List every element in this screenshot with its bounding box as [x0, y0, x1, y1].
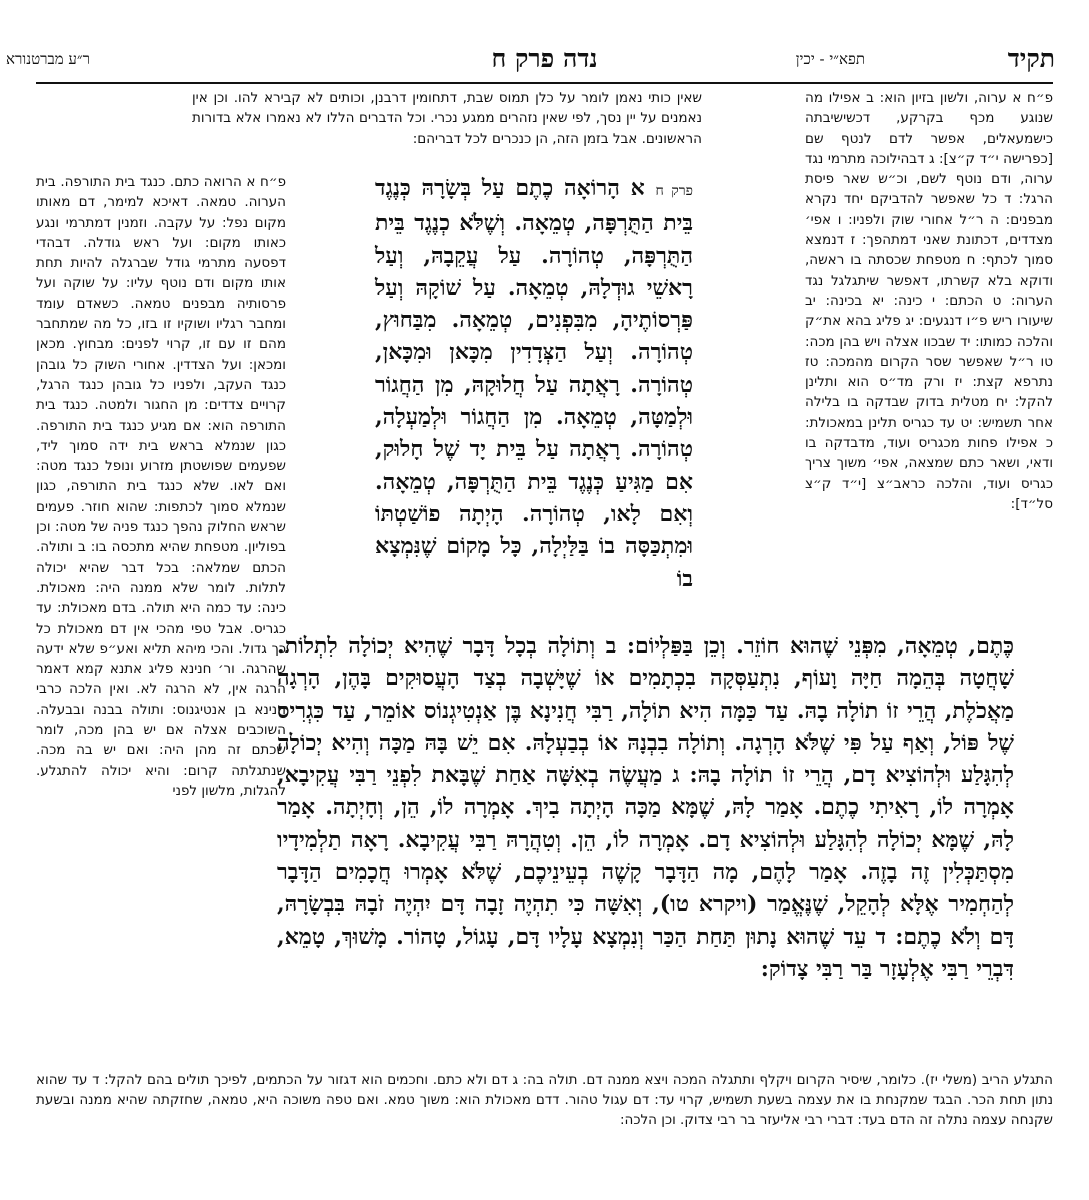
bartenura-top-text: שאין כותי נאמן לומר על כלן תמוס שבת, דתחומין דרבנן, וכותים לא קבירא להו. וכן אין נאמנים על יין נסך, לפי שאין נזהרים ממגע נכרי. וכל הדברים הללו לא נאמרו אלא בדורות הראשונים. אבל בזמן הזה, הן כנכרים לכל דבריהם: — [192, 90, 702, 147]
commentary-name-right: תפא״י - יכין — [795, 50, 865, 68]
tiferet-yisrael-text: פ״ח א ערוה, ולשון בזיון הוא: ב אפילו מה שנוגע מכף בקרקע, דכשישיבתה כישמעאלים, אפשר לדם לנטף שם [כפרישה י״ד ק״צ]: ג דבהילוכה מתרמי נגד ערוה, ודם נוטף לשם, וכ״ש שאר פיסת הרגל: ד כל שאפשר להדביקם יחד נקרא מבפנים: ה ר״ל אחורי שוק ולפניו: ו אפי׳ מצדדים, דכתונת שאני דמתהפך: ז דנמצא סמוך לכתף: ח מטפחת שכסתה בו ראשה, ודוקא בלא קשרתו, דאפשר שיתגלגל נגד הערוה: ט הכתם: י כינה: יא בכינה: יב שיעורו ריש פ״ו דנגעים: יג פליג בהא את״ק והלכה כמותו: יד שבכוו אצלה ויש בהן מכה: טו ר״ל שאפשר שסר הקרום מהמכה: טז נתרפא קצת: יז ורק מד״ס הוא ותלינן להקל: יח מטלית בדוק שבדקה בו בלילה אחר תשמיש: יט עד כגריס תלינן במאכולת: כ אפילו פחות מכגריס ועוד, מדבדקה בו ודאי, ושאר כתם שמצאה, אפי׳ משוך צריך כגריס ועוד, והלכה כראב״צ [י״ד ק״צ סל״ד]: — [805, 90, 1053, 512]
tiferet-yisrael-column — [805, 88, 1053, 628]
commentary-name-left: ר״ע מברטנורא — [6, 50, 90, 68]
page-header — [6, 44, 1055, 84]
mishnah-text-wide: כֶּתֶם, טְמֵאָה, מִפְּנֵי שֶׁהוּא חוֹזֵר. וְכֵן בַּפַּלְיוֹם: ב וְתוֹלָה בְכָל דָּבָר שֶׁהִיא יְכוֹלָה לִתְלוֹת. שָׁחֲטָה בְּהֵמָה חַיָּה וָעוֹף, נִתְעַסְּקָה בִכְתָמִים אוֹ שֶׁיָּשְׁבָה בְצַד הָעֲסוּקִים בָּהֶן, הָרְגָה מַאֲכֹלֶת, הֲרֵי זוֹ תוֹלָה בָהּ. עַד כַּמָּה הִיא תוֹלָה, רַבִּי חֲנִינָא בֶּן אַנְטִיגְנוֹס אוֹמֵר, עַד כִּגְרִיס שֶׁל פּוֹל, וְאַף עַל פִּי שֶׁלֹּא הָרְגָה. וְתוֹלָה בִבְנָהּ אוֹ בְבַעְלָהּ. אִם יֵשׁ בָּהּ מַכָּה וְהִיא יְכוֹלָה לְהִגָּלַע וּלְהוֹצִיא דָם, הֲרֵי זוֹ תוֹלָה בָהּ: ג מַעֲשֶׂה בְאִשָּׁה אַחַת שֶׁבָּאת לִפְנֵי רַבִּי עֲקִיבָא, אָמְרָה לוֹ, רָאִיתִי כֶתֶם. אָמַר לָהּ, שֶׁמָּא מַכָּה הָיְתָה בִיךְ. אָמְרָה לוֹ, הֵן, וְחָיְתָה. אָמַר לָהּ, שֶׁמָּא יְכוֹלָה לְהִגָּלַע וּלְהוֹצִיא דָם. אָמְרָה לוֹ, הֵן. וְטִהֲרָהּ רַבִּי עֲקִיבָא. רָאָה תַלְמִידָיו מִסְתַּכְּלִין זֶה בָזֶה. אָמַר לָהֶם, מָה הַדָּבָר קָשֶׁה בְעֵינֵיכֶם, שֶׁלֹּא אָמְרוּ חֲכָמִים הַדָּבָר לְהַחְמִיר אֶלָּא לְהָקֵל, שֶׁנֶּאֱמַר (ויקרא טו), וְאִשָּׁה כִּי תִהְיֶה זָבָה דָּם יִהְיֶה זֹבָהּ בִּבְשָׂרָהּ, דָּם וְלֹא כֶתֶם: ד עֵד שֶׁהוּא נָתוּן תַּחַת הַכַּר וְנִמְצָא עָלָיו דָּם, עָגוֹל, טָהוֹר. מָשׁוּךְ, טָמֵא, דִּבְרֵי רַבִּי אֶלְעָזָר בַּר רַבִּי צָדוֹק: — [277, 633, 1014, 982]
bartenura-column — [36, 172, 286, 1056]
bartenura-column-text: פ״ח א הרואה כתם. כנגד בית התורפה. בית הערוה. טמאה. דאיכא למימר, דם מאותו מקום נפל: על עקבה. וזמנין דמתרמי ונגע כאותו מקום: ועל ראש גודלה. דבהדי דפסעה מתרמי גודל שברגלה להיות תחת אותו מקום ודם נוטף עליו: על שוקה ועל פרסותיה מבפנים טמאה. כשאדם עומד ומחבר רגליו ושוקיו זו בזו, כל מה שמתחבר מהם זו עם זו, קרוי לפנים: מבחוץ. מכאן ומכאן: ועל הצדדין. אחורי השוק כל גובהן כנגד העקב, ולפניו כל גובהן כנגד הרגל, קרויים צדדים: מן החגור ולמטה. כנגד בית התורפה הוא: אם מגיע כנגד בית התורפה. כגון שנמלא בראש בית ידה סמוך ליד, שפעמים שפושטתן מזרוע ונופל כנגד מטה: ואם לאו. שלא כנגד בית התורפה, כגון שנמלא סמוך לכתפות: שהוא חוזר. פעמים שראש החלוק נהפך כנגד פניה של מטה: וכן בפוליון. מטפחת שהיא מתכסה בו: ב ותולה. הכתם שמלאה: בכל דבר שהיא יכולה לתלות. לומר שלא ממנה היה: מאכולת. כינה: עד כמה היא תולה. בדם מאכולת: עד כגריס. אבל טפי מהכי אין דם מאכולת כל כך גדול. והכי מיהא תליא ואע״פ שלא ידעה שהרגה. ור׳ חנינא פליג אתנא קמא דאמר הרגה אין, לא הרגה לא. ואין הלכה כרבי חנינא בן אנטיגנוס: ותולה בבנה ובבעלה. השוכבים אצלה אם יש בהן מכה, לומר שכתם זה מהן היה: ואם יש בה מכה. שנתגלתה קרום: והיא יכולה להתגלע. להגלות, מלשון לפני — [36, 174, 286, 799]
bartenura-bottom-text: התגלע הריב (משלי יז). כלומר, שיסיר הקרום ויקלף ותתגלה המכה ויצא ממנה דם. תולה בה: ג דם ולא כתם. וחכמים הוא דגזור על הכתמים, לפיכך תולים בהם להקל: ד עד שהוא נתון תחת הכר. הבגד שמקנחת בו את עצמה בשעת תשמיש, קרוי עד: דם עגול טהור. דדם מאכולת הוא: משוך טמא. ואם טפה משוכה היא, טמאה, שחזקתה שהיא ממנה ובשעת שקנחה עצמה נתלה זה הדם בעד: דברי רבי אליעזר בר רבי צדוק. וכן הלכה: — [36, 1071, 1053, 1129]
bartenura-bottom — [36, 1056, 1053, 1144]
header-rule — [36, 82, 1053, 84]
chapter-label: פרק ח — [655, 183, 693, 199]
mishnah-text-narrow: א הָרוֹאָה כֶתֶם עַל בְּשָׂרָהּ כְּנֶגֶד בֵּית הַתֻּרְפָּה, טְמֵאָה. וְשֶׁלֹּא כְנֶגֶד בֵּית הַתֻּרְפָּה, טְהוֹרָה. עַל עֲקֵבָהּ, וְעַל רָאשֵׁי גוּדְלָהּ, טְמֵאָה. עַל שׁוֹקָהּ וְעַל פַּרְסוֹתֶיהָ, מִבִּפְנִים, טְמֵאָה. מִבַּחוּץ, טְהוֹרָה. וְעַל הַצְּדָדִין מִכָּאן וּמִכָּאן, טְהוֹרָה. רָאֲתָה עַל חֲלוּקָהּ, מִן הַחֲגוֹר וּלְמַטָּה, טְמֵאָה. מִן הַחֲגוֹר וּלְמַעְלָה, טְהוֹרָה. רָאֲתָה עַל בֵּית יָד שֶׁל חָלוּק, אִם מַגִּיעַ כְּנֶגֶד בֵּית הַתֻּרְפָּה, טְמֵאָה. וְאִם לָאו, טְהוֹרָה. הָיְתָה פוֹשַׁטְתּוֹ וּמִתְכַּסָּה בוֹ בַּלַּיְלָה, כָּל מָקוֹם שֶׁנִּמְצָא בוֹ — [375, 175, 693, 592]
mishnah-wide — [277, 630, 1014, 985]
bartenura-top — [192, 88, 702, 170]
mishnah-narrow — [375, 172, 693, 595]
page-number: תקיד — [1007, 44, 1055, 73]
tractate-title: נדה פרק ח — [491, 44, 598, 73]
